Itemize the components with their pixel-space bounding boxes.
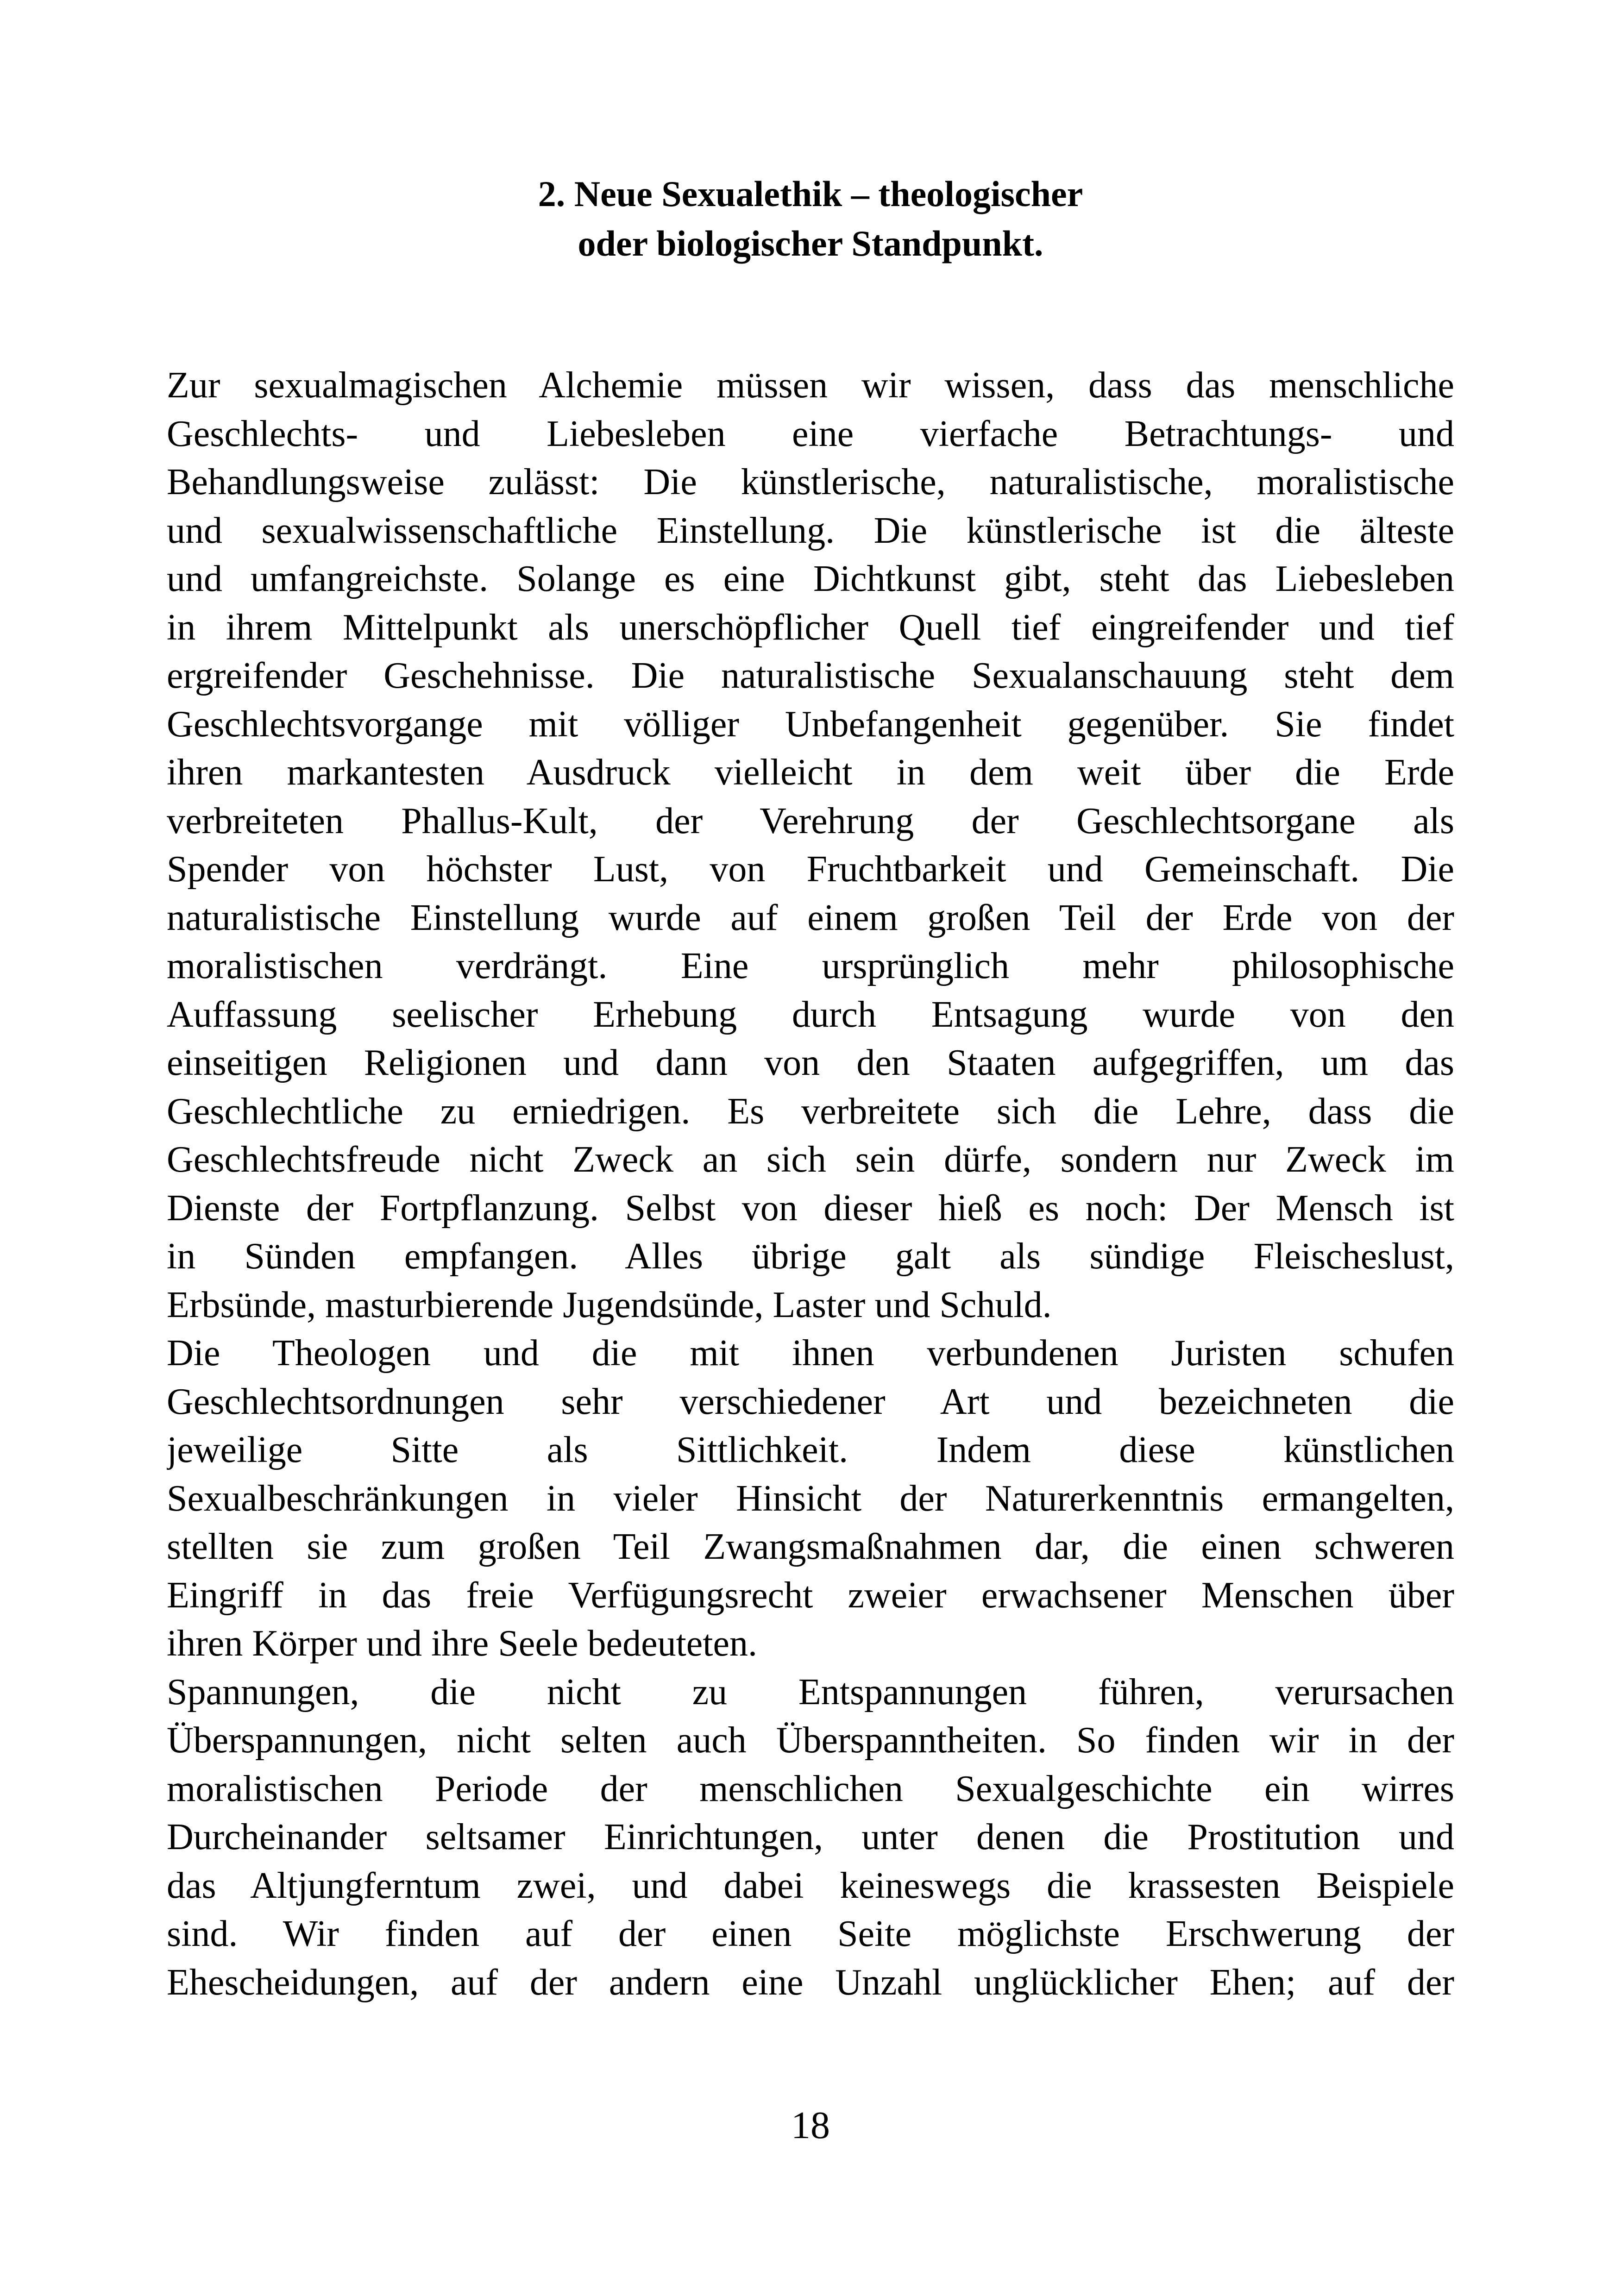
chapter-heading — [0, 169, 1621, 268]
text-line: verbreiteten Phallus-Kult, der Verehrung der Geschlechtsorgane als — [167, 800, 1454, 841]
paragraph-end-line: ihren Körper und ihre Seele bedeuteten. — [167, 1623, 758, 1664]
text-line: Geschlechtsvorgange mit völliger Unbefangenheit gegenüber. Sie findet — [167, 703, 1454, 745]
text-line: Geschlechts- und Liebesleben eine vierfache Betrachtungs- und — [167, 413, 1454, 454]
text-line: moralistischen Periode der menschlichen Sexualgeschichte ein wirres — [167, 1768, 1454, 1809]
chapter-heading-line-2: oder biologischer Standpunkt. — [578, 223, 1043, 263]
text-line: und umfangreichste. Solange es eine Dichtkunst gibt, steht das Liebesleben — [167, 558, 1454, 599]
text-line: Überspannungen, nicht selten auch Überspanntheiten. So finden wir in der — [167, 1720, 1454, 1761]
text-line: naturalistische Einstellung wurde auf einem großen Teil der Erde von der — [167, 897, 1454, 938]
text-line: Spender von höchster Lust, von Fruchtbarkeit und Gemeinschaft. Die — [167, 849, 1454, 890]
text-line: Spannungen, die nicht zu Entspannungen führen, verursachen — [167, 1671, 1454, 1713]
text-line: Eingriff in das freie Verfügungsrecht zweier erwachsener Menschen über — [167, 1575, 1454, 1616]
chapter-heading-line-1: 2. Neue Sexualethik – theologischer — [538, 174, 1083, 214]
text-line: moralistischen verdrängt. Eine ursprünglich mehr philosophische — [167, 946, 1454, 986]
text-line: Dienste der Fortpflanzung. Selbst von dieser hieß es noch: Der Mensch ist — [167, 1187, 1454, 1229]
text-line: Zur sexualmagischen Alchemie müssen wir wissen, dass das menschliche — [167, 365, 1454, 406]
text-line: Durcheinander seltsamer Einrichtungen, unter denen die Prostitution und — [167, 1817, 1454, 1857]
text-line: Ehescheidungen, auf der andern eine Unzahl unglücklicher Ehen; auf der — [167, 1962, 1454, 2003]
page-number: 18 — [791, 2104, 830, 2147]
text-line: Die Theologen und die mit ihnen verbundenen Juristen schufen — [167, 1333, 1454, 1374]
text-line: stellten sie zum großen Teil Zwangsmaßnahmen dar, die einen schweren — [167, 1526, 1454, 1567]
text-line: Behandlungsweise zulässt: Die künstlerische, naturalistische, moralistische — [167, 462, 1454, 502]
paragraph-end-line: Erbsünde, masturbierende Jugendsünde, Laster und Schuld. — [167, 1284, 1052, 1325]
text-line: ihren markantesten Ausdruck vielleicht in dem weit über die Erde — [167, 752, 1454, 793]
text-line: Geschlechtliche zu erniedrigen. Es verbreitete sich die Lehre, dass die — [167, 1091, 1454, 1132]
text-line: in ihrem Mittelpunkt als unerschöpflicher Quell tief eingreifender und tief — [167, 607, 1454, 648]
text-line: Geschlechtsordnungen sehr verschiedener Art und bezeichneten die — [167, 1381, 1454, 1422]
text-line: einseitigen Religionen und dann von den Staaten aufgegriffen, um das — [167, 1042, 1454, 1083]
text-line: Geschlechtsfreude nicht Zweck an sich sein dürfe, sondern nur Zweck im — [167, 1139, 1454, 1180]
text-line: Auffassung seelischer Erhebung durch Entsagung wurde von den — [167, 994, 1454, 1035]
text-line: das Altjungferntum zwei, und dabei keineswegs die krassesten Beispiele — [167, 1865, 1454, 1906]
text-line: jeweilige Sitte als Sittlichkeit. Indem diese künstlichen — [167, 1430, 1454, 1470]
text-line: Sexualbeschränkungen in vieler Hinsicht der Naturerkenntnis ermangelten, — [167, 1478, 1454, 1519]
text-line: ergreifender Geschehnisse. Die naturalistische Sexualanschauung steht dem — [167, 655, 1454, 696]
text-line: sind. Wir finden auf der einen Seite möglichste Erschwerung der — [167, 1913, 1454, 1954]
text-line: und sexualwissenschaftliche Einstellung. Die künstlerische ist die älteste — [167, 510, 1454, 551]
text-line: in Sünden empfangen. Alles übrige galt als sündige Fleischeslust, — [167, 1236, 1454, 1277]
body-text — [167, 361, 1454, 2007]
